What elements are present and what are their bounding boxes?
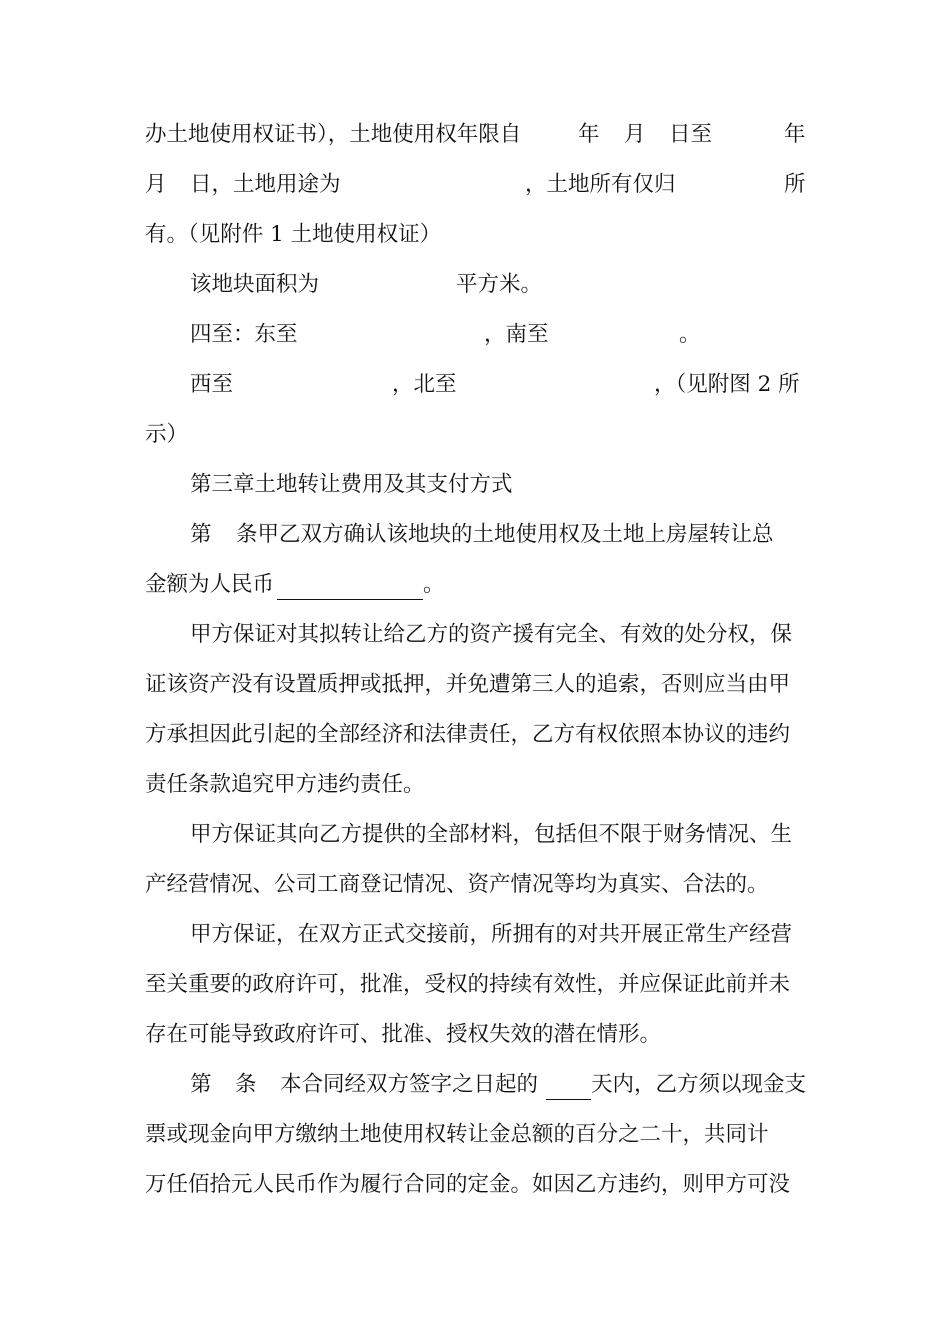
text-line (0, 910, 950, 960)
blank-underline (277, 599, 423, 600)
text-segment: 方承担因此引起的全部经济和法律责任，乙方有权依照本协议的违约 (145, 722, 791, 747)
text-segment: 有。（见附件 1 土地使用权证） (145, 222, 442, 247)
text-segment: 日至 (669, 122, 713, 147)
text-line (0, 210, 950, 260)
text-line (0, 110, 950, 160)
text-segment: ，南至 (484, 322, 549, 347)
text-segment: 甲方保证，在双方正式交接前，所拥有的对共开展正常生产经营 (190, 922, 793, 947)
text-segment: 办土地使用权证书），土地使用权年限自 (145, 122, 522, 147)
text-segment: 责任条款追究甲方违约责任。 (145, 772, 425, 797)
text-line (0, 710, 950, 760)
text-segment: 第 (190, 522, 212, 547)
text-line (0, 1010, 950, 1060)
text-line (0, 660, 950, 710)
text-line (0, 1060, 950, 1110)
text-segment: 万任佰拾元人民币作为履行合同的定金。如因乙方违约，则甲方可没 (145, 1172, 791, 1197)
text-line (0, 960, 950, 1010)
text-segment: 天内，乙方须以现金支 (591, 1072, 807, 1097)
text-line (0, 1160, 950, 1210)
text-segment: 条甲乙双方确认该地块的土地使用权及土地上房屋转让总 (236, 522, 774, 547)
text-segment: 至关重要的政府许可，批准，受权的持续有效性，并应保证此前并未 (145, 972, 791, 997)
text-segment: 日，土地用途为 (190, 172, 341, 197)
text-segment: 产经营情况、公司工商登记情况、资产情况等均为真实、合法的。 (145, 872, 769, 897)
text-segment: 金额为人民币 (145, 572, 275, 597)
text-segment: 该地块面积为 (190, 272, 320, 297)
text-segment: ，北至 (392, 372, 457, 397)
text-segment: ，土地所有仅归 (525, 172, 676, 197)
text-segment: 第三章土地转让费用及其支付方式 (190, 472, 513, 497)
text-line (0, 610, 950, 660)
text-segment: 存在可能导致政府许可、批准、授权失效的潜在情形。 (145, 1022, 662, 1047)
text-segment: 条 (235, 1072, 257, 1097)
text-segment: 甲方保证其向乙方提供的全部材料，包括但不限于财务情况、生 (190, 822, 793, 847)
text-segment: 票或现金向甲方缴纳土地使用权转让金总额的百分之二十，共同计 (145, 1122, 769, 1147)
text-segment: 年 (784, 122, 806, 147)
text-segment: 。 (423, 572, 445, 597)
text-line (0, 310, 950, 360)
text-segment: 平方米。 (456, 272, 543, 297)
text-segment: 甲方保证对其拟转让给乙方的资产援有完全、有效的处分权，保 (190, 622, 793, 647)
text-segment: 本合同经双方签字之日起的 (280, 1072, 539, 1097)
text-segment: 四至：东至 (190, 322, 298, 347)
text-segment: 月 (145, 172, 167, 197)
text-line (0, 360, 950, 410)
text-segment: 年 (578, 122, 600, 147)
text-line (0, 510, 950, 560)
text-line (0, 1110, 950, 1160)
text-line (0, 410, 950, 460)
text-line (0, 160, 950, 210)
text-segment: 。 (679, 322, 701, 347)
text-segment: 西至 (190, 372, 234, 397)
text-segment: 证该资产没有设置质押或抵押，并免遭第三人的追索，否则应当由甲 (145, 672, 791, 697)
text-segment: ，（见附图 2 所 (654, 372, 800, 397)
chapter-heading (0, 460, 950, 510)
text-segment: 所 (784, 172, 806, 197)
text-segment: 示） (145, 422, 189, 447)
text-segment: 月 (624, 122, 646, 147)
text-line (0, 810, 950, 860)
text-segment: 第 (190, 1072, 212, 1097)
text-line (0, 560, 950, 610)
text-line (0, 860, 950, 910)
blank-underline (546, 1099, 591, 1100)
text-line (0, 260, 950, 310)
text-line (0, 760, 950, 810)
